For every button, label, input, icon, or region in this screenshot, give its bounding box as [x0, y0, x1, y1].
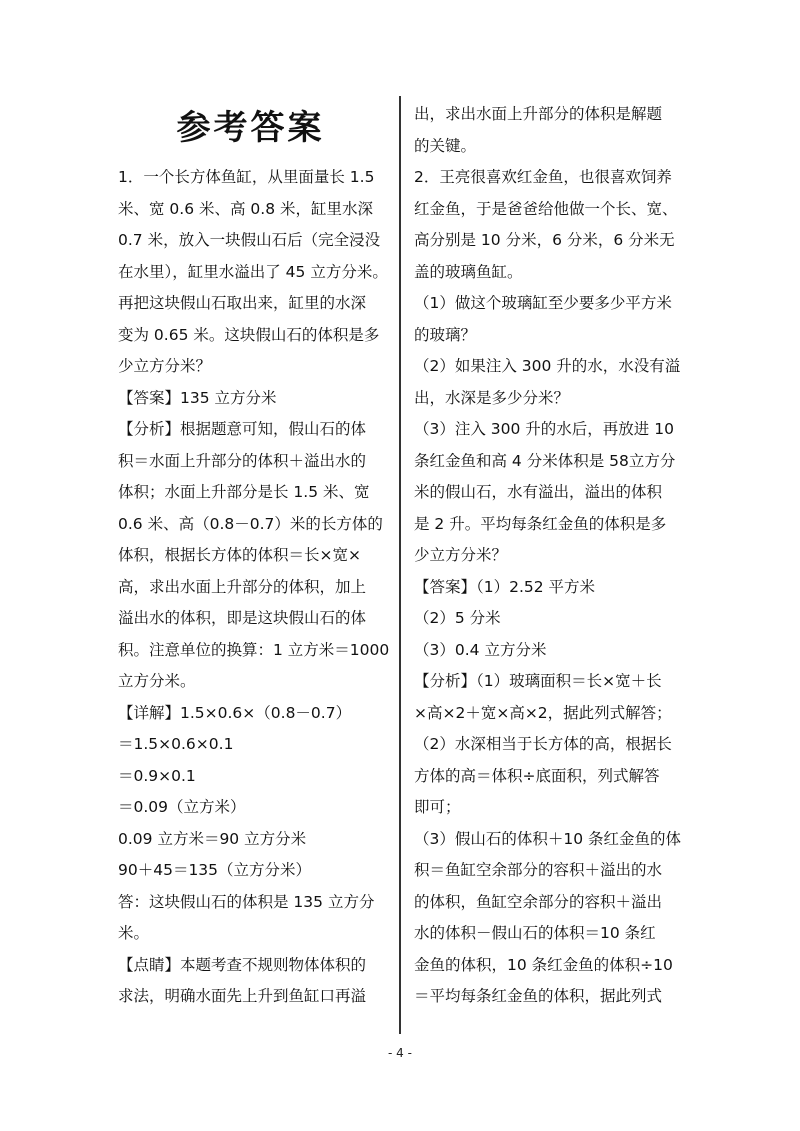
text-line: 的玻璃？	[414, 325, 477, 344]
comment-line: 【点睛】本题考查不规则物体体积的	[118, 955, 367, 974]
text-line: 出，水深是多少分米？	[414, 388, 570, 407]
text-line: 积＝水面上升部分的体积＋溢出水的	[118, 451, 367, 470]
text-line: 2．王亮很喜欢红金鱼，也很喜欢饲养	[414, 168, 672, 186]
text-line: ＝1.5×0.6×0.1	[118, 735, 234, 753]
text-line: ＝0.9×0.1	[118, 766, 196, 785]
text-line: 出，求出水面上升部分的体积是解题	[414, 105, 663, 123]
text-line: 0.6 米、高（0.8－0.7）米的长方体的	[118, 514, 383, 533]
text-line: 的体积，鱼缸空余部分的容积＋溢出	[414, 892, 663, 911]
text-line: 盖的玻璃鱼缸。	[414, 262, 523, 281]
text-line: 再把这块假山石取出来，缸里的水深	[118, 294, 367, 312]
text-line: ＝0.09（立方米）	[118, 798, 246, 816]
answer-line: 【答案】135 立方分米	[118, 388, 277, 407]
right-column	[414, 99, 686, 1013]
text-line: （2）水深相当于长方体的高，根据长	[414, 735, 672, 753]
analysis-line: 【分析】根据题意可知，假山石的体	[118, 420, 367, 438]
text-line: 体积；水面上升部分是长 1.5 米、宽	[118, 483, 370, 501]
text-line: 积＝鱼缸空余部分的容积＋溢出的水	[414, 861, 663, 879]
text-line: 是 2 升。平均每条红金鱼的体积是多	[414, 514, 667, 533]
text-line: 0.09 立方米＝90 立方分米	[118, 829, 307, 848]
text-line: （2）5 分米	[414, 609, 501, 627]
text-line: 90＋45＝135（立方分米）	[118, 861, 312, 879]
text-line: （3）注入 300 升的水后，再放进 10	[414, 420, 674, 438]
text-line: 溢出水的体积，即是这块假山石的体	[118, 609, 367, 627]
analysis-line: 【分析】（1）玻璃面积＝长×宽＋长	[414, 672, 662, 690]
text-line: 求法，明确水面先上升到鱼缸口再溢	[118, 987, 367, 1005]
text-line: 变为 0.65 米。这块假山石的体积是多	[118, 325, 380, 344]
page-title: 参考答案	[176, 108, 325, 148]
text-line: 条红金鱼和高 4 分米体积是 58立方分	[414, 451, 676, 470]
text-line: 方体的高＝体积÷底面积，列式解答	[414, 766, 660, 785]
text-line: 水的体积－假山石的体积＝10 条红	[414, 924, 656, 942]
text-line: 米、宽 0.6 米、高 0.8 米，缸里水深	[118, 199, 374, 218]
text-line: （2）如果注入 300 升的水，水没有溢	[414, 357, 681, 375]
left-column	[118, 162, 390, 1013]
text-line: 的关键。	[414, 136, 477, 155]
text-line: 高，求出水面上升部分的体积，加上	[118, 577, 367, 596]
text-line: 红金鱼，于是爸爸给他做一个长、宽、	[414, 199, 678, 218]
column-divider	[399, 96, 401, 1034]
text-line: 即可；	[414, 798, 461, 816]
text-line: 米的假山石，水有溢出，溢出的体积	[414, 483, 663, 501]
text-line: 少立方分米？	[118, 357, 212, 375]
text-line: （3）假山石的体积＋10 条红金鱼的体	[414, 829, 682, 848]
text-line: 积。注意单位的换算：1 立方米＝1000	[118, 640, 390, 659]
text-line: 高分别是 10 分米，6 分米，6 分米无	[414, 231, 675, 249]
text-line: 1．一个长方体鱼缸，从里面量长 1.5	[118, 168, 375, 186]
text-line: （3）0.4 立方分米	[414, 640, 547, 659]
text-line: 立方分米。	[118, 672, 196, 690]
text-line: （1）做这个玻璃缸至少要多少平方米	[414, 294, 672, 312]
text-line: ＝平均每条红金鱼的体积，据此列式	[414, 987, 663, 1005]
page-number: - 4 -	[388, 1046, 412, 1060]
text-line: ×高×2＋宽×高×2，据此列式解答；	[414, 703, 672, 722]
answer-line: 【答案】（1）2.52 平方米	[414, 577, 596, 596]
text-line: 金鱼的体积，10 条红金鱼的体积÷10	[414, 955, 673, 974]
text-line: 少立方分米？	[414, 546, 508, 564]
detail-line: 【详解】1.5×0.6×（0.8－0.7）	[118, 703, 352, 722]
text-line: 答：这块假山石的体积是 135 立方分	[118, 892, 375, 911]
text-line: 米。	[118, 924, 150, 942]
text-line: 0.7 米，放入一块假山石后（完全浸没	[118, 231, 381, 249]
text-line: 在水里），缸里水溢出了 45 立方分米。	[118, 262, 388, 281]
text-line: 体积，根据长方体的体积＝长×宽×	[118, 546, 361, 564]
